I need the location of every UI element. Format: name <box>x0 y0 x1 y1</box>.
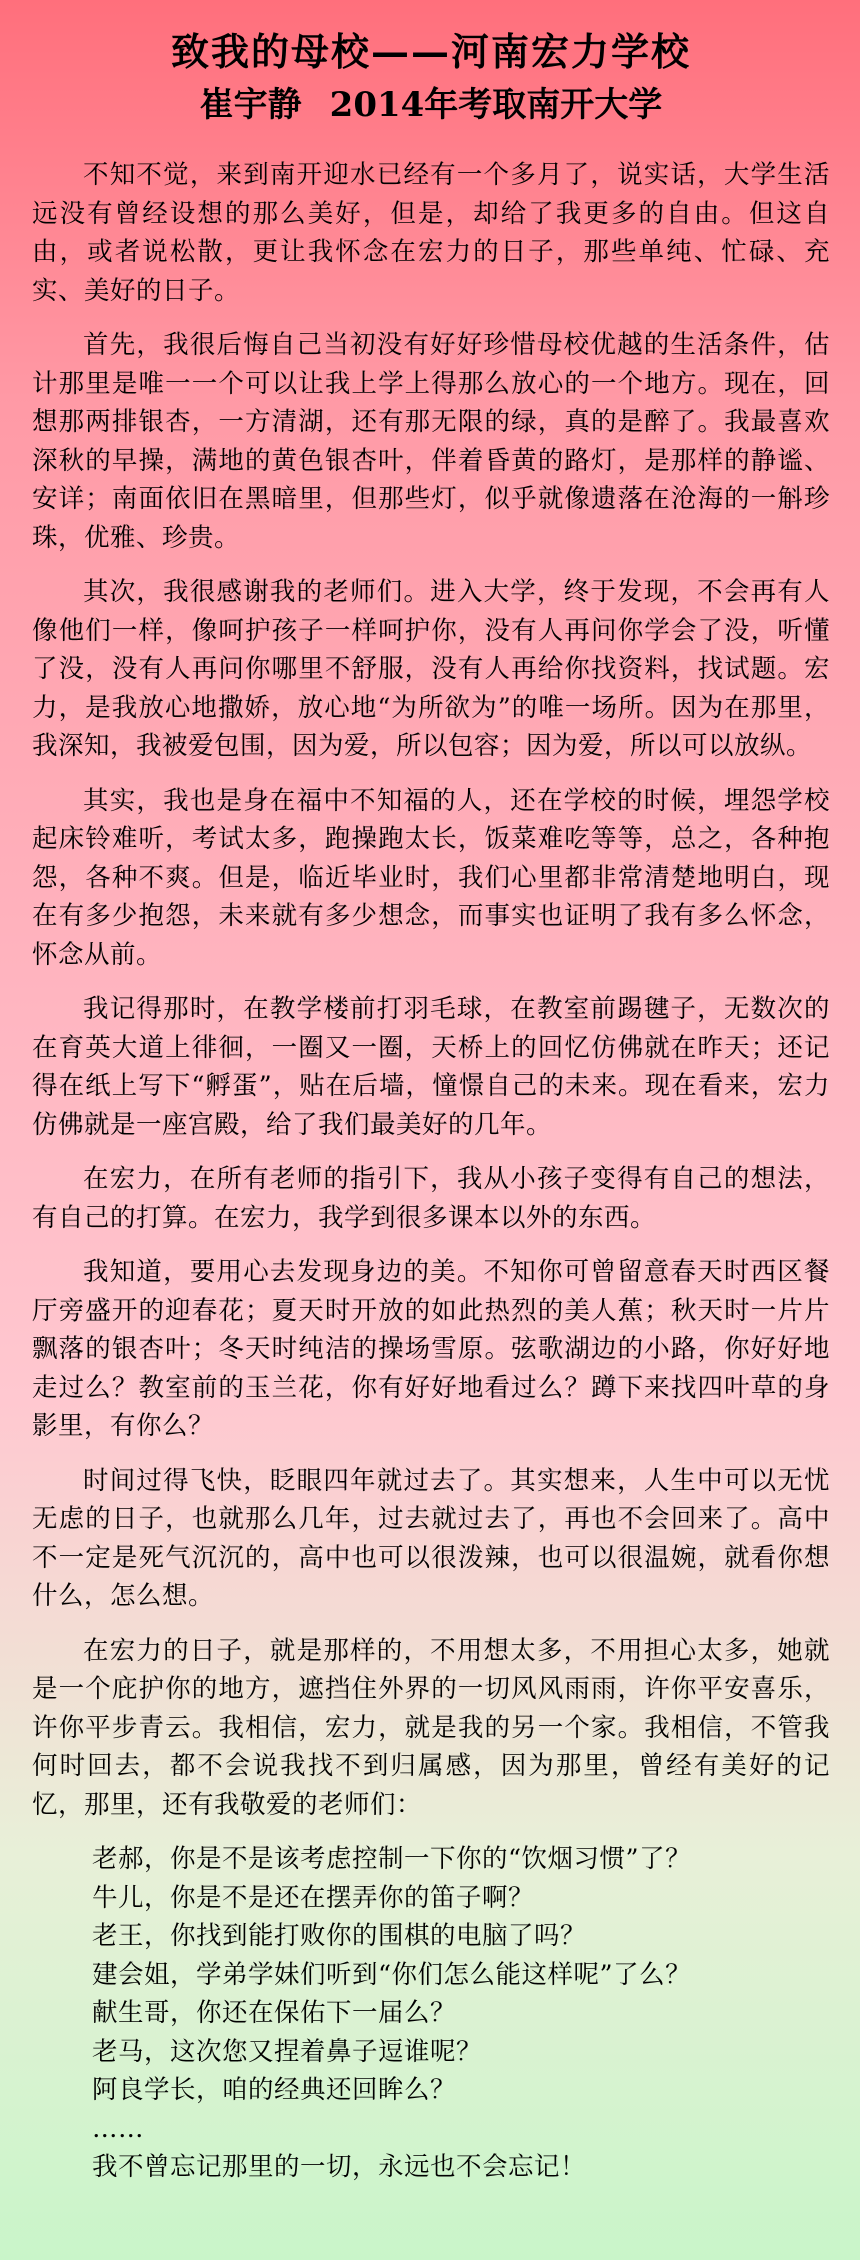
closing-line: 我不曾忘记那里的一切，永远也不会忘记！ <box>92 2152 587 2182</box>
teacher-lines <box>32 1840 830 2187</box>
author-name: 崔宇静 <box>199 85 302 125</box>
paragraph-6: 在宏力，在所有老师的指引下，我从小孩子变得有自己的想法，有自己的打算。在宏力，我学到很多课本以外的东西。 <box>32 1164 830 1233</box>
teacher-line: 老马，这次您又捏着鼻子逗谁呢？ <box>92 2036 483 2067</box>
paragraph-9: 在宏力的日子，就是那样的，不用想太多，不用担心太多，她就是一个庇护你的地方，遮挡住外界的一切风风雨雨，许你平安喜乐，许你平步青云。我相信，宏力，就是我的另一个家。我相信，不管我何时回去，都不会说我找不到归属感，因为那里，曾经有美好的记忆，那里，还有我敬爱的老师们： <box>32 1635 830 1820</box>
ellipsis-line: …… <box>92 2113 144 2144</box>
article-title: 致我的母校——河南宏力学校 <box>170 29 691 74</box>
paragraph-1: 不知不觉，来到南开迎水已经有一个多月了，说实话，大学生活远没有曾经设想的那么美好，但是，却给了我更多的自由。但这自由，或者说松散，更让我怀念在宏力的日子，那些单纯、忙碌、充实、美好的日子。 <box>32 160 830 306</box>
paragraph-8: 时间过得飞快，眨眼四年就过去了。其实想来，人生中可以无忧无虑的日子，也就那么几年，过去就过去了，再也不会回来了。高中不一定是死气沉沉的，高中也可以很泼辣，也可以很温婉，就看你想什么，怎么想。 <box>32 1465 830 1611</box>
paragraph-5: 我记得那时，在教学楼前打羽毛球，在教室前踢毽子，无数次的在育英大道上徘徊，一圈又一圈，天桥上的回忆仿佛就在昨天；还记得在纸上写下“孵蛋”，贴在后墙，憧憬自己的未来。现在看来，宏力仿佛就是一座宫殿，给了我们最美好的几年。 <box>32 994 830 1140</box>
teacher-line: 老王，你找到能打败你的围棋的电脑了吗？ <box>92 1921 587 1951</box>
teacher-line: 阿良学长，咱的经典还回眸么？ <box>92 2075 457 2105</box>
paragraph-3: 其次，我很感谢我的老师们。进入大学，终于发现，不会再有人像他们一样，像呵护孩子一样呵护你，没有人再问你学会了没，听懂了没，没有人再问你哪里不舒服，没有人再给你找资料，找试题。宏力，是我放心地撒娇，放心地“为所欲为”的唯一场所。因为在那里，我深知，我被爱包围，因为爱，所以包容；因为爱，所以可以放纵。 <box>32 577 830 761</box>
teacher-line: 老郝，你是不是该考虑控制一下你的“饮烟习惯”了？ <box>92 1844 692 1874</box>
paragraph-2: 首先，我很后悔自己当初没有好好珍惜母校优越的生活条件，估计那里是唯一一个可以让我上学上得那么放心的一个地方。现在，回想那两排银杏，一方清湖，还有那无限的绿，真的是醉了。我最喜欢深秋的早操，满地的黄色银杏叶，伴着昏黄的路灯，是那样的静谧、安详；南面依旧在黑暗里，但那些灯，似乎就像遗落在沧海的一斛珍珠，优雅、珍贵。 <box>32 330 830 553</box>
author-achievement: 2014年考取南开大学 <box>329 85 663 125</box>
paragraph-7: 我知道，要用心去发现身边的美。不知你可曾留意春天时西区餐厅旁盛开的迎春花；夏天时开放的如此热烈的美人蕉；秋天时一片片飘落的银杏叶；冬天时纯洁的操场雪原。弦歌湖边的小路，你好好地走过么？教室前的玉兰花，你有好好地看过么？蹲下来找四叶草的身影里，有你么？ <box>32 1257 830 1441</box>
author-line <box>32 78 830 132</box>
teacher-line: 牛儿，你是不是还在摆弄你的笛子啊？ <box>92 1882 535 1913</box>
teacher-line: 建会姐，学弟学妹们听到“你们怎么能这样呢”了么？ <box>92 1959 692 1990</box>
teacher-line: 献生哥，你还在保佑下一届么？ <box>92 1998 457 2028</box>
paragraph-4: 其实，我也是身在福中不知福的人，还在学校的时候，埋怨学校起床铃难听，考试太多，跑操跑太长，饭菜难吃等等，总之，各种抱怨，各种不爽。但是，临近毕业时，我们心里都非常清楚地明白，现在有多少抱怨，未来就有多少想念，而事实也证明了我有多么怀念，怀念从前。 <box>32 785 830 970</box>
